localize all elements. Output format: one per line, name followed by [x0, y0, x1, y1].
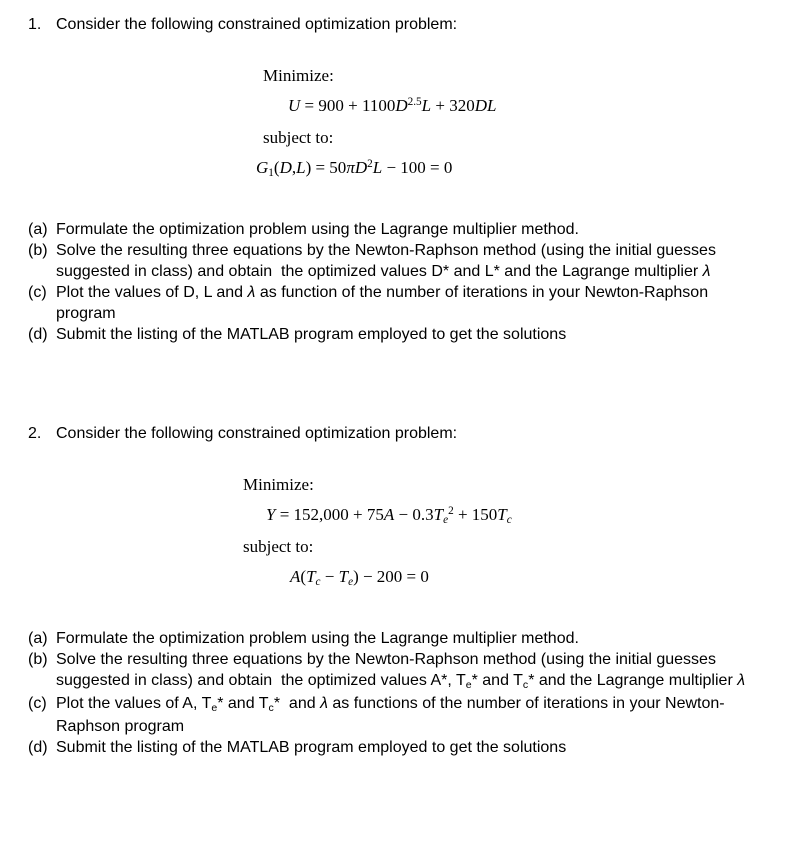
part-text: Formulate the optimization problem using the Lagrange multiplier method.: [56, 630, 579, 647]
problem-2-math-block: [28, 470, 774, 594]
part-item: [28, 324, 774, 345]
part-text: Solve the resulting three equations by the Newton-Raphson method (using the initial guesses suggested in class) and obtain the optimized values D* and L* and the Lagrange multiplier λ: [56, 242, 721, 280]
part-item: [28, 240, 774, 282]
part-label: (a): [28, 221, 48, 238]
part-item: [28, 219, 774, 240]
part-item: [28, 649, 774, 693]
part-label: (b): [28, 242, 48, 259]
problem-2-section: [28, 423, 774, 758]
part-label: (d): [28, 739, 48, 756]
part-item: [28, 737, 774, 758]
part-text: Submit the listing of the MATLAB program employed to get the solutions: [56, 326, 567, 343]
part-label: (c): [28, 695, 47, 712]
constraint-equation: $G1(D,L) = 50\pi D^2L - 100 = 0$: [256, 157, 453, 180]
part-text: Solve the resulting three equations by the Newton-Raphson method (using the initial guesses suggested in class) and obtain the optimized values A*, Te* and Tc* and the Lagrange multiplier λ: [56, 651, 746, 692]
part-text: Submit the listing of the MATLAB program employed to get the solutions: [56, 739, 567, 756]
part-label: (d): [28, 326, 48, 343]
part-label: (a): [28, 630, 48, 647]
problem-2-heading: [28, 423, 774, 444]
problem-1-heading: [28, 14, 774, 35]
problem-intro: Consider the following constrained optimization problem:: [56, 16, 458, 33]
part-label: (c): [28, 284, 47, 301]
objective-equation: $U = 900 + 1100D^{2.5}L + 320DL$: [288, 95, 497, 115]
minimize-label: Minimize:: [263, 66, 334, 85]
part-text: Plot the values of D, L and λ as function of the number of iterations in your Newton-Raphson program: [56, 284, 713, 322]
problem-1-math-block: [28, 61, 774, 185]
minimize-label: Minimize:: [243, 475, 314, 494]
part-text: Formulate the optimization problem using the Lagrange multiplier method.: [56, 221, 579, 238]
part-label: (b): [28, 651, 48, 668]
part-item: [28, 628, 774, 649]
problem-1-parts: [28, 219, 774, 345]
objective-equation: $Y = 152,000 + 75A - 0.3Te^2 + 150Tc$: [266, 504, 512, 527]
part-text: Plot the values of A, Te* and Tc* and λ as functions of the number of iterations in your Newton-Raphson program: [56, 695, 725, 735]
part-item: [28, 282, 774, 324]
problem-number: 2.: [28, 425, 42, 442]
problem-number: 1.: [28, 16, 42, 33]
part-item: [28, 693, 774, 737]
subject-to-label: subject to:: [243, 537, 314, 556]
problem-2-parts: [28, 628, 774, 758]
problem-intro: Consider the following constrained optimization problem:: [56, 425, 458, 442]
problem-1-section: [28, 14, 774, 345]
subject-to-label: subject to:: [263, 128, 334, 147]
constraint-equation: A(Tc − Te) − 200 = 0: [290, 567, 429, 589]
